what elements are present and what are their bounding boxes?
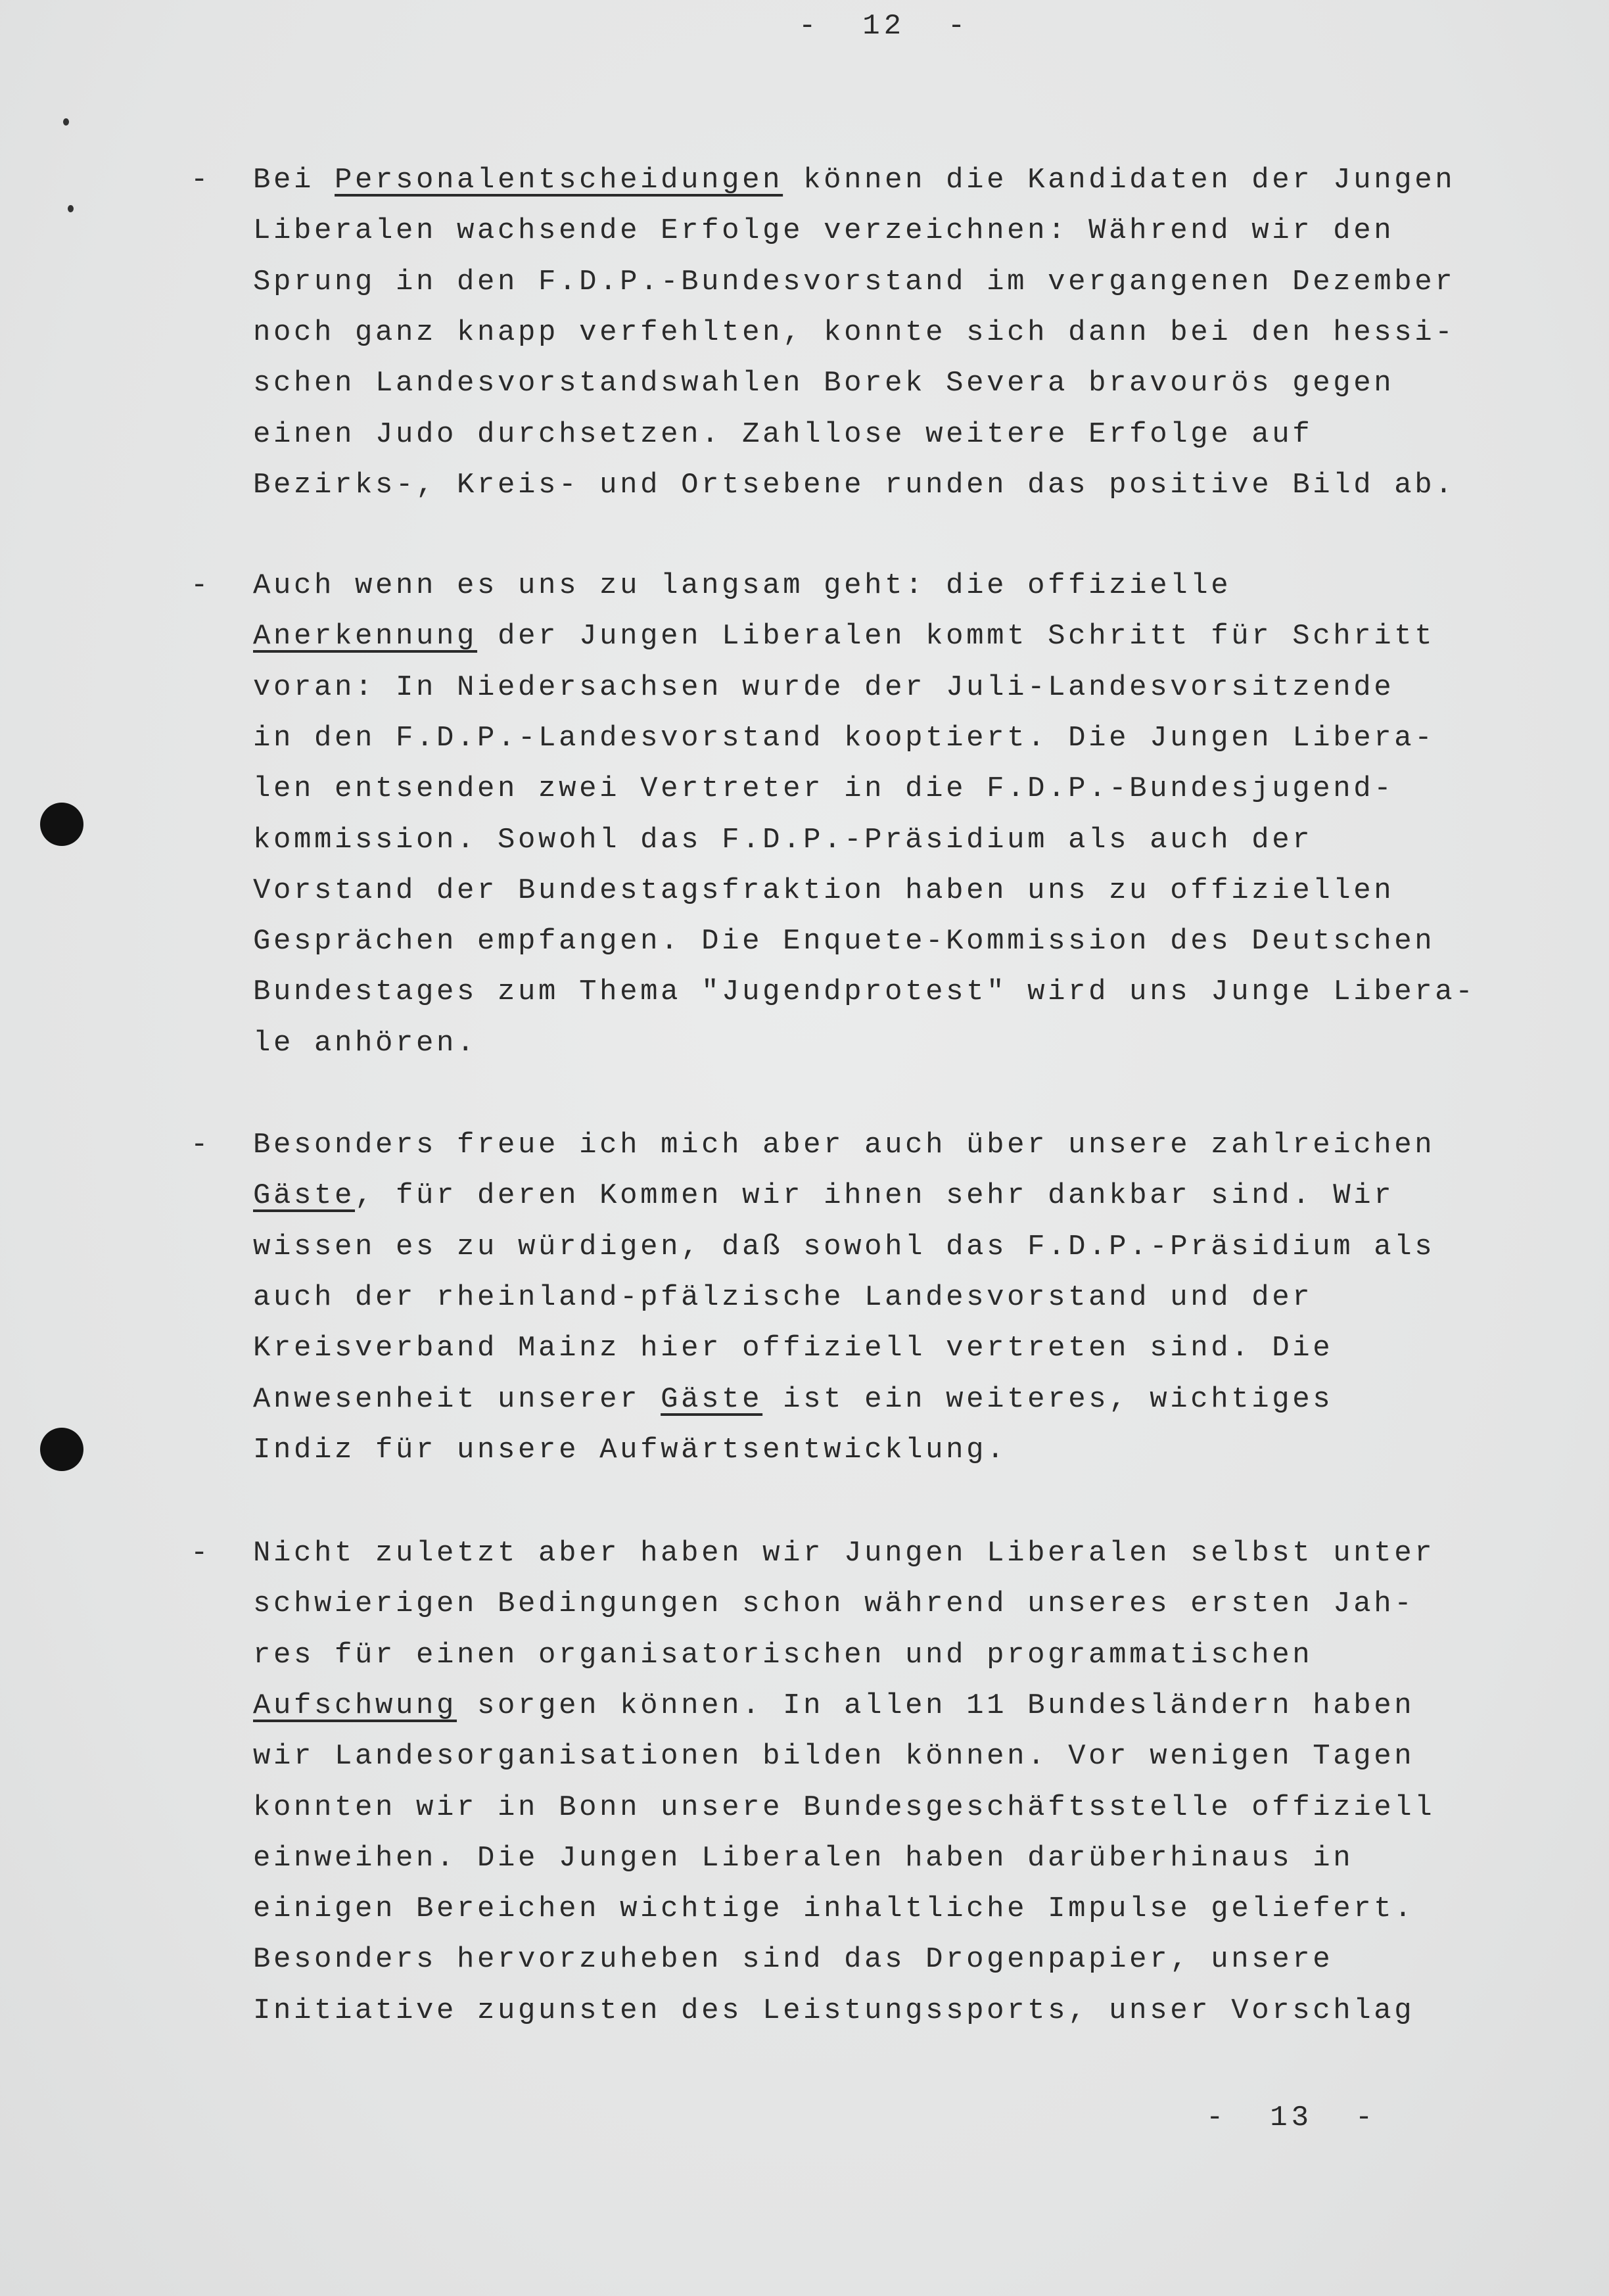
speck — [63, 118, 69, 126]
text-line: voran: In Niedersachsen wurde der Juli-Landesvorsitzende — [253, 670, 1395, 704]
text-line: auch der rheinland-pfälzische Landesvorstand und der — [253, 1280, 1313, 1314]
underlined-keyword: Anerkennung — [253, 620, 478, 653]
text-line: Anwesenheit unserer Gäste ist ein weiteres, wichtiges — [253, 1382, 1334, 1416]
text-line: Vorstand der Bundestagsfraktion haben uns zu offiziellen — [253, 874, 1395, 907]
text-line: Besonders hervorzuheben sind das Drogenpapier, unsere — [253, 1943, 1334, 1977]
bullet-dash: - — [191, 569, 208, 602]
underlined-keyword: Aufschwung — [253, 1689, 457, 1722]
text-line: len entsenden zwei Vertreter in die F.D.P.-Bundesjugend- — [253, 772, 1395, 806]
next-page-indicator: - 13 - — [1206, 2101, 1377, 2134]
underlined-keyword: Gäste — [253, 1179, 356, 1213]
text-line: Indiz für unsere Aufwärtsentwicklung. — [253, 1433, 1008, 1466]
text-line: Nicht zuletzt aber haben wir Jungen Liberalen selbst unter — [253, 1537, 1435, 1570]
text-line: Sprung in den F.D.P.-Bundesvorstand im vergangenen Dezember — [253, 265, 1456, 298]
text-line: Kreisverband Mainz hier offiziell vertreten sind. Die — [253, 1332, 1334, 1365]
text-line: Auch wenn es uns zu langsam geht: die offizielle — [253, 569, 1232, 602]
text-line: Anerkennung der Jungen Liberalen kommt Schritt für Schritt — [253, 620, 1435, 653]
text-line: einigen Bereichen wichtige inhaltliche Impulse geliefert. — [253, 1892, 1415, 1926]
text-line: le anhören. — [253, 1026, 478, 1060]
text-line: Aufschwung sorgen können. In allen 11 Bundesländern haben — [253, 1689, 1415, 1722]
text-line: in den F.D.P.-Landesvorstand kooptiert. Die Jungen Libera- — [253, 721, 1435, 755]
punch-hole — [40, 803, 83, 846]
text-line: kommission. Sowohl das F.D.P.-Präsidium als auch der — [253, 823, 1313, 856]
text-line: konnten wir in Bonn unsere Bundesgeschäftsstelle offiziell — [253, 1791, 1435, 1824]
text-line: noch ganz knapp verfehlten, konnte sich dann bei den hessi- — [253, 316, 1456, 349]
punch-hole — [40, 1428, 83, 1471]
text-line: Bundestages zum Thema "Jugendprotest" wird uns Junge Libera- — [253, 975, 1476, 1009]
speck — [68, 205, 74, 212]
text-line: einweihen. Die Jungen Liberalen haben darüberhinaus in — [253, 1841, 1354, 1875]
text-line: Initiative zugunsten des Leistungssports, unser Vorschlag — [253, 1994, 1415, 2027]
bullet-dash: - — [191, 164, 208, 197]
underlined-keyword: Gäste — [661, 1382, 763, 1416]
page-number: - 12 - — [799, 10, 969, 43]
text-line: wir Landesorganisationen bilden können. Vor wenigen Tagen — [253, 1740, 1415, 1773]
text-line: Bezirks-, Kreis- und Ortsebene runden das positive Bild ab. — [253, 468, 1456, 502]
text-line: schen Landesvorstandswahlen Borek Severa bravourös gegen — [253, 367, 1395, 400]
bullet-dash: - — [191, 1537, 208, 1570]
text-line: Gäste, für deren Kommen wir ihnen sehr dankbar sind. Wir — [253, 1179, 1395, 1213]
text-line: einen Judo durchsetzen. Zahllose weitere Erfolge auf — [253, 417, 1313, 451]
text-line: Besonders freue ich mich aber auch über unsere zahlreichen — [253, 1129, 1435, 1161]
text-line: res für einen organisatorischen und programmatischen — [253, 1638, 1313, 1672]
text-line: Liberalen wachsende Erfolge verzeichnen: Während wir den — [253, 214, 1395, 248]
text-line: Bei Personalentscheidungen können die Kandidaten der Jungen — [253, 164, 1456, 197]
bullet-dash: - — [191, 1129, 208, 1161]
text-line: Gesprächen empfangen. Die Enquete-Kommission des Deutschen — [253, 925, 1435, 958]
underlined-keyword: Personalentscheidungen — [335, 164, 783, 197]
text-line: schwierigen Bedingungen schon während unseres ersten Jah- — [253, 1587, 1415, 1621]
text-line: wissen es zu würdigen, daß sowohl das F.D.P.-Präsidium als — [253, 1230, 1435, 1263]
